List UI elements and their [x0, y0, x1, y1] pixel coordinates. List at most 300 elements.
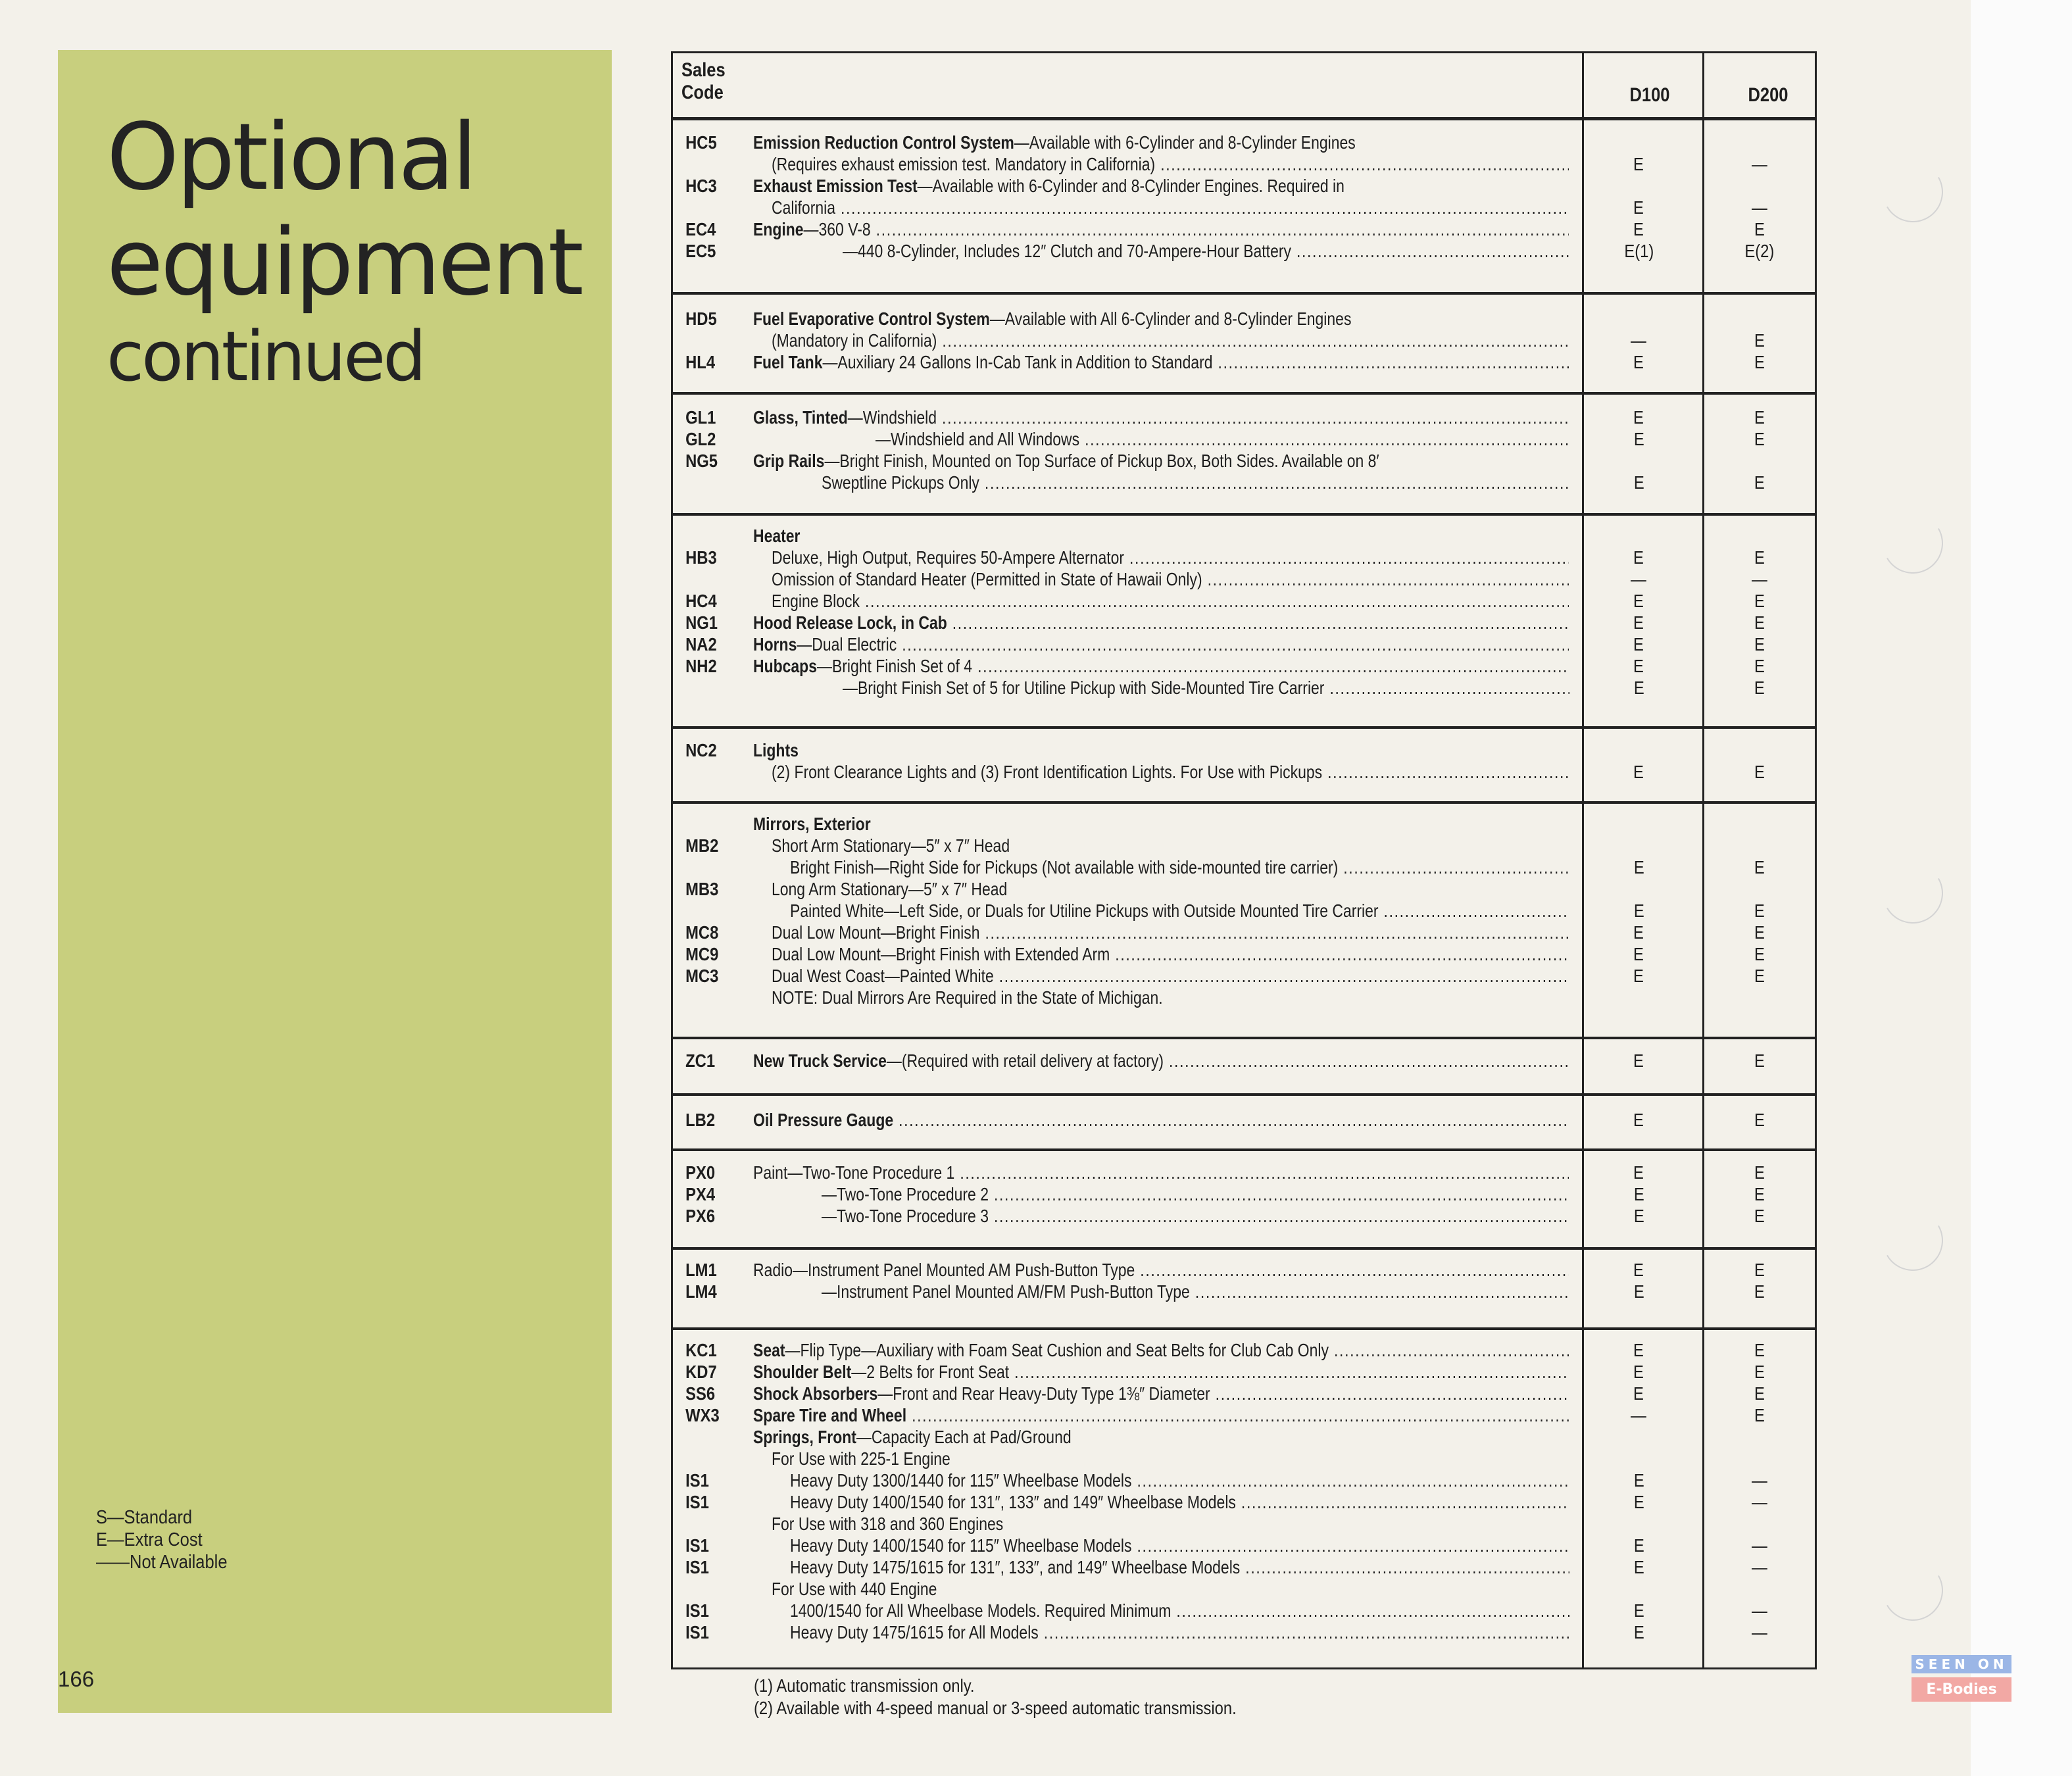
sales-code: MC8	[685, 922, 719, 943]
table-row	[671, 1556, 1817, 1578]
item-name: Glass, Tinted	[752, 407, 848, 428]
item-description	[744, 1469, 1569, 1491]
table-row	[671, 1426, 1817, 1448]
item-detail: NOTE: Dual Mirrors Are Required in the State of Michigan.	[771, 987, 1163, 1008]
sales-code: IS1	[685, 1600, 709, 1621]
item-detail: —Bright Finish, Mounted on Top Surface of Pickup Box, Both Sides. Available on 8′	[824, 451, 1379, 471]
sales-code: GL2	[685, 429, 716, 449]
value-d200: E	[1754, 922, 1765, 943]
item-detail: —Bright Finish Set of 4	[816, 656, 972, 676]
value-d100: E	[1633, 407, 1644, 428]
page-title	[107, 104, 581, 397]
item-description	[744, 1513, 1569, 1535]
table-row	[671, 1361, 1817, 1383]
table-section	[671, 1093, 1817, 1131]
value-d200: E	[1754, 330, 1765, 351]
item-description	[744, 655, 1569, 677]
item-detail: —Auxiliary 24 Gallons In-Cab Tank in Addition to Standard	[822, 352, 1213, 372]
value-d200: E	[1754, 1383, 1765, 1404]
item-detail: —440 8-Cylinder, Includes 12″ Clutch and 70-Ampere-Hour Battery	[842, 241, 1291, 261]
item-description	[744, 1600, 1569, 1621]
table-row	[671, 943, 1817, 965]
value-d200: E	[1754, 656, 1765, 676]
item-name: Shock Absorbers	[752, 1383, 878, 1404]
table-row	[671, 1491, 1817, 1513]
table-row	[671, 878, 1817, 900]
item-description	[744, 1109, 1569, 1131]
sales-code: HL4	[685, 352, 716, 372]
item-name: New Truck Service	[752, 1050, 887, 1071]
item-detail: Dual Low Mount—Bright Finish	[771, 922, 980, 943]
value-d100: E	[1633, 1162, 1644, 1183]
table-row	[671, 590, 1817, 612]
sales-code: HB3	[685, 547, 717, 568]
item-detail: —Windshield	[847, 407, 937, 428]
item-description	[744, 1205, 1569, 1227]
value-d200: —	[1752, 1470, 1768, 1491]
value-d100: E(1)	[1624, 241, 1654, 261]
value-d100: E	[1633, 472, 1644, 493]
item-description	[744, 965, 1569, 987]
item-detail: California	[771, 197, 835, 218]
table-row	[671, 1205, 1817, 1227]
table-row	[671, 547, 1817, 568]
table-row	[671, 568, 1817, 590]
item-name: Fuel Tank	[752, 352, 823, 372]
sales-code: KD7	[685, 1362, 717, 1382]
value-d100: E	[1633, 678, 1644, 698]
value-d100: —	[1631, 330, 1647, 351]
table-row	[671, 739, 1817, 761]
item-description	[744, 1448, 1569, 1469]
item-detail: —360 V-8	[803, 219, 871, 239]
item-description	[744, 633, 1569, 655]
value-d200: E	[1754, 634, 1765, 654]
value-d100: E	[1633, 1340, 1644, 1360]
item-name: Heater	[752, 526, 801, 546]
sales-code: HC3	[685, 176, 717, 196]
table-section	[671, 392, 1817, 493]
value-d200: E	[1754, 900, 1765, 921]
sales-code: EC5	[685, 241, 716, 261]
item-name: Hubcaps	[752, 656, 817, 676]
item-detail: Heavy Duty 1475/1615 for 131″, 133″, and 149″ Wheelbase Models	[789, 1557, 1241, 1577]
value-d100: E	[1633, 656, 1644, 676]
item-detail: Painted White—Left Side, or Duals for Utiline Pickups with Outside Mounted Tire Carrier	[789, 900, 1379, 921]
value-d200: E	[1754, 762, 1765, 782]
item-description	[744, 428, 1569, 450]
value-d100: E	[1633, 1362, 1644, 1382]
value-d100: E	[1633, 1260, 1644, 1280]
item-detail: Radio—Instrument Panel Mounted AM Push-Button Type	[752, 1260, 1135, 1280]
value-d200: E	[1754, 612, 1765, 633]
item-name: Exhaust Emission Test	[752, 176, 918, 196]
table-row	[671, 197, 1817, 218]
item-description	[744, 525, 1569, 547]
sales-code: IS1	[685, 1622, 709, 1642]
table-row	[671, 633, 1817, 655]
item-detail: —Available with 6-Cylinder and 8-Cylinder Engines. Required in	[917, 176, 1344, 196]
header-d100: D100	[1629, 84, 1670, 106]
item-description	[744, 407, 1569, 428]
value-d200: E	[1754, 472, 1765, 493]
table-row	[671, 655, 1817, 677]
title-line-2: equipment	[107, 209, 581, 316]
item-detail: —Bright Finish Set of 5 for Utiline Pickup with Side-Mounted Tire Carrier	[842, 678, 1325, 698]
item-description	[744, 878, 1569, 900]
title-line-3: continued	[107, 316, 424, 397]
item-name: Hood Release Lock, in Cab	[752, 612, 947, 633]
table-section	[671, 726, 1817, 783]
sales-code: MB2	[685, 835, 719, 856]
value-d200: E	[1754, 1162, 1765, 1183]
table-row	[671, 1050, 1817, 1072]
item-name: Mirrors, Exterior	[752, 814, 871, 834]
sales-code: GL1	[685, 407, 716, 428]
item-description	[744, 1383, 1569, 1404]
item-description	[744, 1259, 1569, 1281]
item-detail: —Available with 6-Cylinder and 8-Cylinder Engines	[1014, 132, 1356, 153]
table-row	[671, 1578, 1817, 1600]
sales-code: NG1	[685, 612, 718, 633]
value-d200: E	[1754, 1206, 1765, 1226]
page-edge	[1971, 0, 2072, 1776]
item-detail: —2 Belts for Front Seat	[851, 1362, 1010, 1382]
binder-hole	[1876, 856, 1950, 931]
page-number: 166	[58, 1667, 95, 1691]
item-detail: Heavy Duty 1475/1615 for All Models	[789, 1622, 1039, 1642]
binder-hole	[1876, 506, 1950, 581]
item-description	[744, 1183, 1569, 1205]
item-description	[744, 450, 1569, 472]
binder-hole	[1876, 1554, 1950, 1628]
footnote-1: (1) Automatic transmission only.	[754, 1675, 975, 1696]
item-detail: For Use with 440 Engine	[771, 1579, 937, 1599]
table-section	[671, 1037, 1817, 1072]
table-section	[671, 1327, 1817, 1643]
sales-code: NC2	[685, 740, 717, 760]
value-d100: E	[1633, 1535, 1644, 1556]
table-row	[671, 900, 1817, 922]
value-d200: —	[1752, 1492, 1768, 1512]
table-row	[671, 175, 1817, 197]
value-d200: —	[1752, 1557, 1768, 1577]
value-d100: E	[1633, 352, 1644, 372]
item-detail: —Two-Tone Procedure 3	[821, 1206, 989, 1226]
sales-code: SS6	[685, 1383, 716, 1404]
table-row	[671, 1162, 1817, 1183]
item-description	[744, 1491, 1569, 1513]
item-detail: 1400/1540 for All Wheelbase Models. Required Minimum	[789, 1600, 1172, 1621]
item-description	[744, 761, 1569, 783]
table-row	[671, 856, 1817, 878]
value-d100: E	[1633, 1281, 1644, 1302]
item-description	[744, 1556, 1569, 1578]
item-detail: (2) Front Clearance Lights and (3) Front Identification Lights. For Use with Pickups	[771, 762, 1323, 782]
item-name: Shoulder Belt	[752, 1362, 852, 1382]
table-row	[671, 612, 1817, 633]
item-description	[744, 1578, 1569, 1600]
table-row	[671, 987, 1817, 1008]
item-description	[744, 1162, 1569, 1183]
sales-code: WX3	[685, 1405, 720, 1425]
header-rule	[671, 117, 1817, 120]
item-description	[744, 218, 1569, 240]
item-name: Fuel Evaporative Control System	[752, 308, 990, 329]
item-detail: Deluxe, High Output, Requires 50-Ampere Alternator	[771, 547, 1124, 568]
value-d200: —	[1752, 1535, 1768, 1556]
item-description	[744, 351, 1569, 373]
sales-code: HC4	[685, 591, 717, 611]
item-description	[744, 308, 1569, 330]
sales-code: EC4	[685, 219, 716, 239]
item-detail: Engine Block	[771, 591, 860, 611]
item-description	[744, 1621, 1569, 1643]
value-d100: E	[1633, 591, 1644, 611]
watermark-line-1: SEEN ON	[1912, 1655, 2011, 1673]
item-description	[744, 132, 1569, 153]
item-detail: —Two-Tone Procedure 2	[821, 1184, 989, 1204]
item-detail: —Dual Electric	[797, 634, 897, 654]
item-name: Emission Reduction Control System	[752, 132, 1014, 153]
table-section	[671, 292, 1817, 373]
sales-code: HC5	[685, 132, 717, 153]
sales-code: HD5	[685, 308, 717, 329]
sales-code: IS1	[685, 1492, 709, 1512]
item-detail: Heavy Duty 1300/1440 for 115″ Wheelbase Models	[789, 1470, 1132, 1491]
table-section	[671, 513, 1817, 699]
item-description	[744, 1339, 1569, 1361]
value-d200: E	[1754, 219, 1765, 239]
value-d100: E	[1633, 219, 1644, 239]
item-description	[744, 472, 1569, 493]
table-row	[671, 428, 1817, 450]
table-row	[671, 1621, 1817, 1643]
value-d100: E	[1633, 1110, 1644, 1130]
value-d100: E	[1633, 197, 1644, 218]
value-d100: E	[1633, 1622, 1644, 1642]
item-detail: (Mandatory in California)	[771, 330, 937, 351]
item-name: Lights	[752, 740, 799, 760]
table-section	[671, 801, 1817, 1008]
value-d100: E	[1633, 1492, 1644, 1512]
value-d200: E	[1754, 547, 1765, 568]
header-d200: D200	[1748, 84, 1788, 106]
value-d100: —	[1631, 569, 1647, 589]
table-row	[671, 472, 1817, 493]
item-description	[744, 943, 1569, 965]
item-description	[744, 197, 1569, 218]
table-section	[671, 1148, 1817, 1227]
value-d200: —	[1752, 1622, 1768, 1642]
value-d200: E	[1754, 1050, 1765, 1071]
legend	[96, 1506, 228, 1573]
watermark-line-2: E-Bodies	[1912, 1677, 2011, 1702]
sales-code: IS1	[685, 1535, 709, 1556]
value-d200: E	[1754, 407, 1765, 428]
item-detail: Omission of Standard Heater (Permitted in State of Hawaii Only)	[771, 569, 1202, 589]
value-d200: —	[1752, 1600, 1768, 1621]
table-row	[671, 450, 1817, 472]
value-d200: E	[1754, 429, 1765, 449]
table-row	[671, 1109, 1817, 1131]
item-description	[744, 153, 1569, 175]
table-row	[671, 677, 1817, 699]
table-row	[671, 308, 1817, 330]
table-row	[671, 153, 1817, 175]
sales-code: PX0	[685, 1162, 716, 1183]
item-detail: —Front and Rear Heavy-Duty Type 1⅜″ Diameter	[877, 1383, 1210, 1404]
binder-hole	[1876, 155, 1950, 230]
table-section	[671, 125, 1817, 262]
value-d200: E	[1754, 944, 1765, 964]
value-d200: E	[1754, 352, 1765, 372]
legend-standard: S—Standard	[96, 1507, 193, 1528]
value-d200: E	[1754, 591, 1765, 611]
table-row	[671, 1513, 1817, 1535]
legend-extra-cost: E—Extra Cost	[96, 1529, 203, 1550]
item-detail: Short Arm Stationary—5″ x 7″ Head	[771, 835, 1010, 856]
table-row	[671, 965, 1817, 987]
table-row	[671, 1183, 1817, 1205]
sales-code: IS1	[685, 1470, 709, 1491]
sales-code: LM1	[685, 1260, 717, 1280]
table-row	[671, 132, 1817, 153]
item-detail: Dual Low Mount—Bright Finish with Extended Arm	[771, 944, 1110, 964]
sales-code: PX6	[685, 1206, 716, 1226]
item-detail: Sweptline Pickups Only	[821, 472, 979, 493]
value-d100: E	[1633, 857, 1644, 877]
item-description	[744, 612, 1569, 633]
value-d100: E	[1633, 1470, 1644, 1491]
value-d100: E	[1633, 634, 1644, 654]
item-description	[744, 900, 1569, 922]
watermark	[1912, 1655, 2011, 1702]
item-description	[744, 590, 1569, 612]
table-row	[671, 407, 1817, 428]
item-detail: —Windshield and All Windows	[875, 429, 1079, 449]
value-d100: E	[1633, 547, 1644, 568]
item-detail: (Requires exhaust emission test. Mandatory in California)	[771, 154, 1156, 174]
item-description	[744, 1426, 1569, 1448]
header-sales-code: Sales Code	[681, 59, 726, 103]
value-d200: E	[1754, 1281, 1765, 1302]
footnote-2: (2) Available with 4-speed manual or 3-speed automatic transmission.	[754, 1698, 1237, 1718]
item-detail: Long Arm Stationary—5″ x 7″ Head	[771, 879, 1008, 899]
value-d200: E	[1754, 1110, 1765, 1130]
item-name: Spare Tire and Wheel	[752, 1405, 907, 1425]
value-d200: E	[1754, 966, 1765, 986]
item-description	[744, 240, 1569, 262]
item-name: Horns	[752, 634, 797, 654]
sales-code: NH2	[685, 656, 717, 676]
item-description	[744, 1050, 1569, 1072]
table-row	[671, 1281, 1817, 1302]
item-description	[744, 987, 1569, 1008]
item-description	[744, 1404, 1569, 1426]
binder-hole	[1876, 1204, 1950, 1278]
sales-code: PX4	[685, 1184, 716, 1204]
item-description	[744, 739, 1569, 761]
value-d200: E	[1754, 1260, 1765, 1280]
table-row	[671, 240, 1817, 262]
table-row	[671, 1383, 1817, 1404]
item-description	[744, 835, 1569, 856]
sales-code: LB2	[685, 1110, 716, 1130]
table-row	[671, 1259, 1817, 1281]
value-d100: E	[1633, 1557, 1644, 1577]
value-d200: E	[1754, 1340, 1765, 1360]
item-description	[744, 175, 1569, 197]
item-description	[744, 547, 1569, 568]
item-description	[744, 1361, 1569, 1383]
item-description	[744, 1281, 1569, 1302]
item-detail: Paint—Two-Tone Procedure 1	[752, 1162, 955, 1183]
table-row	[671, 1600, 1817, 1621]
value-d100: —	[1631, 1405, 1647, 1425]
item-name: Oil Pressure Gauge	[752, 1110, 894, 1130]
title-line-1: Optional	[107, 104, 475, 211]
value-d100: E	[1633, 1383, 1644, 1404]
value-d200: —	[1752, 569, 1768, 589]
item-name: Springs, Front	[752, 1427, 856, 1447]
item-description	[744, 813, 1569, 835]
value-d200: —	[1752, 197, 1768, 218]
sales-code: KC1	[685, 1340, 717, 1360]
table-row	[671, 330, 1817, 351]
sales-code: ZC1	[685, 1050, 716, 1071]
item-detail: —Capacity Each at Pad/Ground	[856, 1427, 1072, 1447]
item-detail: Heavy Duty 1400/1540 for 131″, 133″ and 149″ Wheelbase Models	[789, 1492, 1236, 1512]
table-row	[671, 1404, 1817, 1426]
table-row	[671, 761, 1817, 783]
table-section	[671, 1247, 1817, 1302]
value-d100: E	[1633, 154, 1644, 174]
value-d100: E	[1633, 900, 1644, 921]
value-d100: E	[1633, 944, 1644, 964]
value-d100: E	[1633, 966, 1644, 986]
value-d200: E	[1754, 1362, 1765, 1382]
item-detail: Dual West Coast—Painted White	[771, 966, 994, 986]
item-detail: —Flip Type—Auxiliary with Foam Seat Cushion and Seat Belts for Club Cab Only	[785, 1340, 1329, 1360]
value-d200: E	[1754, 857, 1765, 877]
item-detail: Heavy Duty 1400/1540 for 115″ Wheelbase Models	[789, 1535, 1132, 1556]
value-d200: —	[1752, 154, 1768, 174]
value-d100: E	[1633, 1050, 1644, 1071]
item-detail: Bright Finish—Right Side for Pickups (Not available with side-mounted tire carrier)	[789, 857, 1339, 877]
item-description	[744, 922, 1569, 943]
item-name: Grip Rails	[752, 451, 825, 471]
table-row	[671, 351, 1817, 373]
table-row	[671, 1469, 1817, 1491]
sales-code: IS1	[685, 1557, 709, 1577]
item-name: Seat	[752, 1340, 785, 1360]
value-d200: E	[1754, 1405, 1765, 1425]
item-description	[744, 856, 1569, 878]
sales-code: NA2	[685, 634, 717, 654]
table-row	[671, 1535, 1817, 1556]
item-detail: For Use with 225-1 Engine	[771, 1448, 950, 1469]
table-row	[671, 1339, 1817, 1361]
value-d200: E(2)	[1744, 241, 1775, 261]
item-detail: —(Required with retail delivery at factory)	[886, 1050, 1164, 1071]
value-d100: E	[1633, 922, 1644, 943]
sales-code: LM4	[685, 1281, 717, 1302]
item-description	[744, 677, 1569, 699]
value-d100: E	[1633, 762, 1644, 782]
value-d100: E	[1633, 1600, 1644, 1621]
value-d200: E	[1754, 678, 1765, 698]
